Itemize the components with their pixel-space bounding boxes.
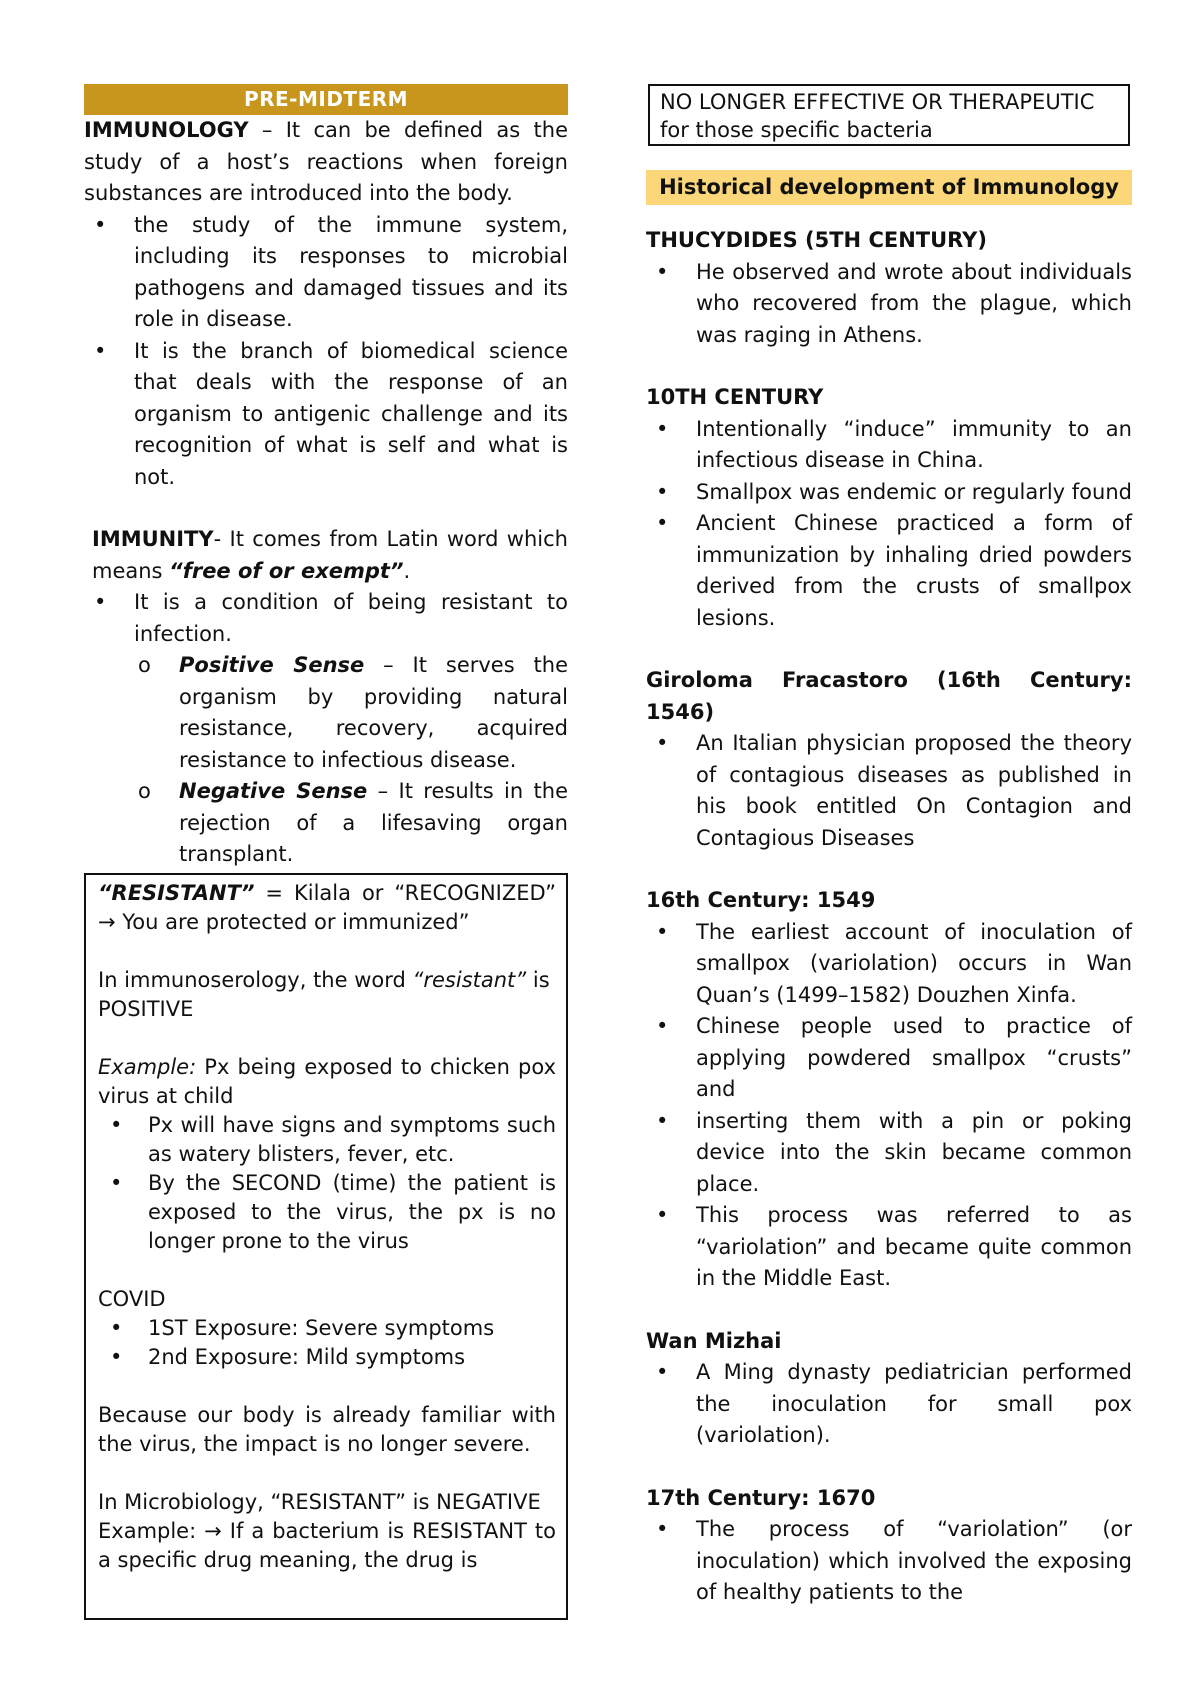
history-section <box>646 225 1132 351</box>
microbiology-line: In Microbiology, “RESISTANT” is NEGATIVE <box>98 1489 541 1514</box>
sub-bullet-marker: o <box>138 653 151 677</box>
list-item: • 1ST Exposure: Severe symptoms <box>98 1314 556 1343</box>
list-item: • Intentionally “induce” immunity to an infectious disease in China. <box>646 414 1132 477</box>
example-text: Px being exposed to chicken pox virus at child <box>98 1054 556 1108</box>
list-item: • inserting them with a pin or poking device into the skin became common place. <box>646 1106 1132 1201</box>
positive-sense-term: Positive Sense <box>179 653 365 677</box>
historical-development-header: Historical development of Immunology <box>646 170 1132 205</box>
left-column <box>84 84 568 1620</box>
immunoserology-text: In immunoserology, the word <box>98 967 413 992</box>
example-line <box>98 1053 556 1111</box>
history-section <box>646 1483 1132 1609</box>
negative-sense-text: – It results in the rejection of a lifesaving organ transplant. <box>179 779 569 866</box>
list-item: • Smallpox was endemic or regularly found <box>646 477 1132 509</box>
microbiology-example: Example: → If a bacterium is RESISTANT to a specific drug meaning, the drug is <box>98 1518 556 1572</box>
section-title: 10TH CENTURY <box>646 385 824 409</box>
resistant-term: “RESISTANT” <box>98 880 255 905</box>
list-item: • the study of the immune system, including its responses to microbial pathogens and damaged tissues and its role in disease. <box>84 210 568 336</box>
immunoserology-line <box>98 966 556 1024</box>
negative-sense-term: Negative Sense <box>179 779 368 803</box>
sub-list-item <box>84 776 568 871</box>
immunity-def-text: - It comes from Latin word which means <box>92 527 568 583</box>
immunology-definition-text: – It can be defined as the study of a host’s reactions when foreign substances are introduced into the body. <box>84 118 568 205</box>
example-label: Example: <box>98 1054 197 1079</box>
resistant-text: = Kilala or “RECOGNIZED” → You are protected or immunized” <box>98 880 556 934</box>
list-item: • Px will have signs and symptoms such as watery blisters, fever, etc. <box>98 1111 556 1169</box>
pre-midterm-header: PRE-MIDTERM <box>84 84 568 115</box>
immunity-bullets <box>84 587 568 871</box>
list-item: • 2nd Exposure: Mild symptoms <box>98 1343 556 1372</box>
continuation-box <box>648 84 1130 146</box>
covid-bullets <box>98 1314 556 1372</box>
list-item: • An Italian physician proposed the theory of contagious diseases as published in his book entitled On Contagion and Contagious Diseases <box>646 728 1132 854</box>
section-title: 16th Century: 1549 <box>646 888 876 912</box>
immunity-def-end: . <box>403 558 411 583</box>
because-paragraph: Because our body is already familiar with the virus, the impact is no longer severe. <box>98 1402 556 1456</box>
list-item: • A Ming dynasty pediatrician performed the inoculation for small pox (variolation). <box>646 1357 1132 1452</box>
list-item: • He observed and wrote about individuals who recovered from the plague, which was raging in Athens. <box>646 257 1132 352</box>
immunology-term: IMMUNOLOGY <box>84 118 249 142</box>
history-section <box>646 382 1132 634</box>
sub-bullet-marker: o <box>138 779 151 803</box>
list-item: • Chinese people used to practice of applying powdered smallpox “crusts” and <box>646 1011 1132 1106</box>
covid-title: COVID <box>98 1286 166 1311</box>
section-title: THUCYDIDES (5TH CENTURY) <box>646 228 987 252</box>
immunology-definition <box>84 115 568 210</box>
section-title: Giroloma Fracastoro (16th Century: 1546) <box>646 668 1132 724</box>
example-bullets <box>98 1111 556 1256</box>
list-item: • By the SECOND (time) the patient is exposed to the virus, the px is no longer prone to the virus <box>98 1169 556 1256</box>
resistant-line <box>98 879 556 937</box>
history-section <box>646 1326 1132 1452</box>
right-column <box>646 84 1132 1609</box>
immunoserology-end: is POSITIVE <box>98 967 550 1021</box>
section-title: Wan Mizhai <box>646 1328 782 1353</box>
list-item: • The process of “variolation” (or inoculation) which involved the exposing of healthy patients to the <box>646 1514 1132 1609</box>
list-item: • The earliest account of inoculation of smallpox (variolation) occurs in Wan Quan’s (1499–1582) Douzhen Xinfa. <box>646 917 1132 1012</box>
history-section <box>646 665 1132 854</box>
section-title: 17th Century: 1670 <box>646 1485 876 1510</box>
resistant-word: “resistant” <box>412 967 527 992</box>
immunity-term: IMMUNITY <box>92 527 214 551</box>
positive-sense-text: – It serves the organism by providing natural resistance, recovery, acquired resistance to infectious disease. <box>179 653 569 772</box>
immunology-bullets <box>84 210 568 494</box>
resistant-note-box <box>84 873 568 1620</box>
immunity-quote: “free of or exempt” <box>169 558 404 583</box>
list-item: • Ancient Chinese practiced a form of immunization by inhaling dried powders derived from the crusts of smallpox lesions. <box>646 508 1132 634</box>
list-item: • It is a condition of being resistant to infection. <box>84 587 568 650</box>
list-item: • It is the branch of biomedical science that deals with the response of an organism to antigenic challenge and its recognition of what is self and what is not. <box>84 336 568 494</box>
history-section <box>646 885 1132 1295</box>
immunity-definition <box>84 524 568 587</box>
list-item: • This process was referred to as “variolation” and became quite common in the Middle East. <box>646 1200 1132 1295</box>
sub-list-item <box>84 650 568 776</box>
continuation-text: NO LONGER EFFECTIVE OR THERAPEUTIC for those specific bacteria <box>660 90 1095 142</box>
